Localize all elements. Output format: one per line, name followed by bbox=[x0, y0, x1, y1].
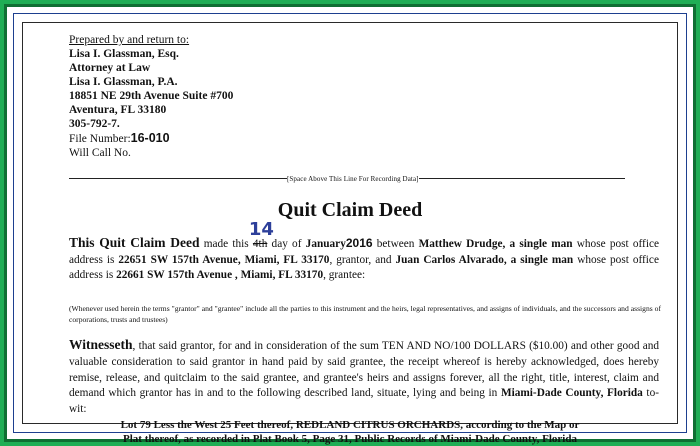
grantee-name: Juan Carlos Alvarado, a single man bbox=[395, 253, 574, 266]
will-call: Will Call No. bbox=[69, 147, 131, 159]
file-number bbox=[69, 131, 233, 146]
text: whose post office address is bbox=[69, 238, 659, 266]
opening-lead: This Quit Claim Deed bbox=[69, 235, 200, 250]
deed-page bbox=[22, 22, 678, 445]
grantor-name: Matthew Drudge, a single man bbox=[418, 238, 573, 250]
frame-inner-border bbox=[13, 13, 687, 445]
witnesseth-lead: Witnesseth bbox=[69, 337, 133, 352]
legal-line: Lot 79 Less the West 25 Feet thereof, REDLAND CITRUS ORCHARDS, according to the Map or bbox=[120, 419, 580, 431]
legal-line: Plat thereof, as recorded in Plat Book 5, Page 31, Public Records of Miami-Dade County, Florida bbox=[123, 433, 577, 445]
divider bbox=[69, 178, 287, 179]
text: , grantee: bbox=[323, 269, 366, 281]
divider bbox=[419, 178, 625, 179]
preparer-header: Prepared by and return to: bbox=[69, 34, 190, 46]
witnesseth-suffix: to-wit: bbox=[69, 387, 659, 416]
preparer-line: Lisa I. Glassman, P.A. bbox=[69, 76, 178, 88]
text: between bbox=[372, 238, 419, 250]
text: , grantor, and bbox=[329, 253, 396, 266]
handwritten-day: 14 bbox=[248, 219, 274, 240]
preparer-line: 18851 NE 29th Avenue Suite #700 bbox=[69, 90, 234, 102]
witnesseth-text: , that said grantor, for and in consideration of the sum TEN AND NO/100 DOLLARS ($10.00) and other good and valuable consideration to said grantor in hand paid by said grantee, the receipt whereof is hereby acknowledged, does hereby remise, release, and quitclaim to the said grantee, and grantee's heirs and assigns forever, all the right, title, interest, claim and demand which grantor has in and to the following described land, situate, lying and being in bbox=[69, 340, 659, 400]
preparer-block bbox=[69, 33, 233, 160]
grantor-address: 22651 SW 157th Avenue, Miami, FL 33170 bbox=[118, 253, 330, 266]
text: made this bbox=[199, 238, 253, 250]
frame-mat bbox=[7, 7, 693, 445]
file-number-value: 16-010 bbox=[130, 131, 170, 145]
month: January bbox=[305, 238, 346, 250]
file-number-label: File Number: bbox=[69, 133, 131, 145]
text: whose post office address is bbox=[69, 253, 659, 281]
county: Miami-Dade County, Florida bbox=[500, 387, 643, 400]
preparer-line: Lisa I. Glassman, Esq. bbox=[69, 48, 179, 60]
frame-border bbox=[4, 4, 696, 445]
grantee-address: 22661 SW 157th Avenue , Miami, FL 33170 bbox=[116, 269, 324, 281]
terms-note: (Whenever used herein the terms "grantor" and "grantee" include all the parties to this instrument and the heirs, legal representatives, and assigns of individuals, and the successors and assigns of corporations, trusts and trustees) bbox=[69, 304, 661, 324]
witnesseth-paragraph bbox=[69, 337, 659, 418]
preparer-line: Aventura, FL 33180 bbox=[69, 104, 167, 116]
recording-space-label: [Space Above This Line For Recording Data] bbox=[287, 175, 419, 183]
day-field bbox=[248, 219, 274, 250]
printed-day: 4th bbox=[252, 238, 268, 250]
legal-description bbox=[23, 418, 677, 446]
text: day of bbox=[267, 238, 306, 250]
opening-paragraph bbox=[69, 219, 659, 284]
preparer-line: Attorney at Law bbox=[69, 62, 151, 74]
recording-space-line bbox=[69, 175, 661, 183]
document-title: Quit Claim Deed bbox=[277, 199, 423, 221]
preparer-line: 305-792-7. bbox=[69, 118, 120, 130]
year: 2016 bbox=[345, 236, 373, 250]
